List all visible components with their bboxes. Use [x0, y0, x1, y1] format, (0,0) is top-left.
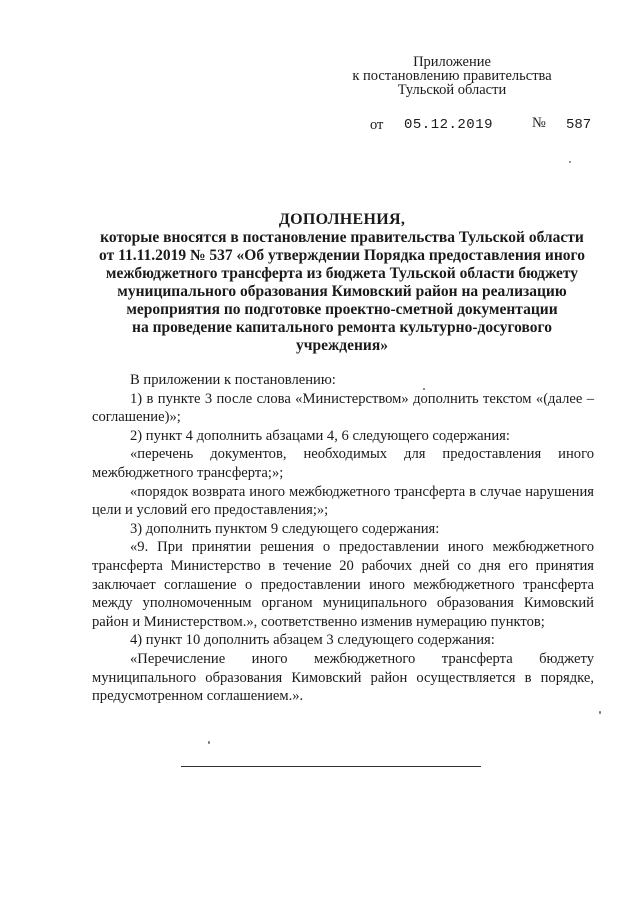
- appendix-header: [352, 55, 552, 97]
- document-title: [92, 211, 592, 355]
- scan-speck: [423, 388, 425, 390]
- title-line: которые вносятся в постановление правительства Тульской области: [100, 229, 584, 246]
- appendix-resolution-ref: к постановлению правительства: [352, 68, 552, 84]
- body-paragraph: «9. При принятии решения о предоставлении иного межбюджетного трансферта Министерство в течение 20 рабочих дней со дня его принятия заключает соглашение о предоставлении иного межбюджетного трансферта между уполномоченным органом муниципального образования Кимовский район и Министерством.», соответственно изменив нумерацию пунктов;: [92, 539, 594, 630]
- body-paragraph: 4) пункт 10 дополнить абзацем 3 следующего содержания:: [130, 632, 495, 649]
- body-paragraph: 1) в пункте 3 после слова «Министерством» дополнить текстом «(далее – соглашение)»;: [92, 390, 594, 426]
- scan-speck: [599, 711, 601, 714]
- title-line: учреждения»: [296, 337, 388, 354]
- body-paragraph: «Перечисление иного межбюджетного трансферта бюджету муниципального образования Кимовский район осуществляется в порядке, предусмотренном соглашением.».: [92, 650, 594, 705]
- body-paragraph: 3) дополнить пунктом 9 следующего содержания:: [130, 520, 440, 537]
- title-line: мероприятия по подготовке проектно-сметной документации: [126, 301, 558, 318]
- date-prefix: от: [370, 117, 384, 133]
- appendix-region: Тульской области: [397, 82, 507, 98]
- title-line: от 11.11.2019 № 537 «Об утверждении Порядка предоставления иного: [99, 247, 585, 264]
- scan-speck: [569, 161, 571, 163]
- body-paragraph: «перечень документов, необходимых для предоставления иного межбюджетного трансферта;»;: [92, 446, 594, 481]
- body-paragraph: «порядок возврата иного межбюджетного трансферта в случае нарушения цели и условий его предоставления;»;: [92, 483, 594, 519]
- title-line: на проведение капитального ремонта культурно-досугового: [132, 319, 552, 336]
- number-sign: №: [532, 115, 546, 131]
- body-paragraph: 2) пункт 4 дополнить абзацами 4, 6 следующего содержания:: [130, 427, 510, 444]
- body-paragraph: В приложении к постановлению:: [130, 372, 336, 388]
- title-line: межбюджетного трансферта из бюджета Тульской области бюджету: [105, 265, 579, 282]
- closing-separator-line: [181, 766, 481, 767]
- appendix-label: Приложение: [413, 54, 491, 70]
- scan-speck: [208, 741, 210, 744]
- resolution-number: 587: [566, 117, 592, 133]
- resolution-dateline: [370, 117, 600, 135]
- title-heading: ДОПОЛНЕНИЯ,: [278, 211, 406, 228]
- resolution-date: 05.12.2019: [404, 117, 494, 133]
- document-body: [92, 371, 594, 706]
- title-line: муниципального образования Кимовский район на реализацию: [117, 283, 567, 300]
